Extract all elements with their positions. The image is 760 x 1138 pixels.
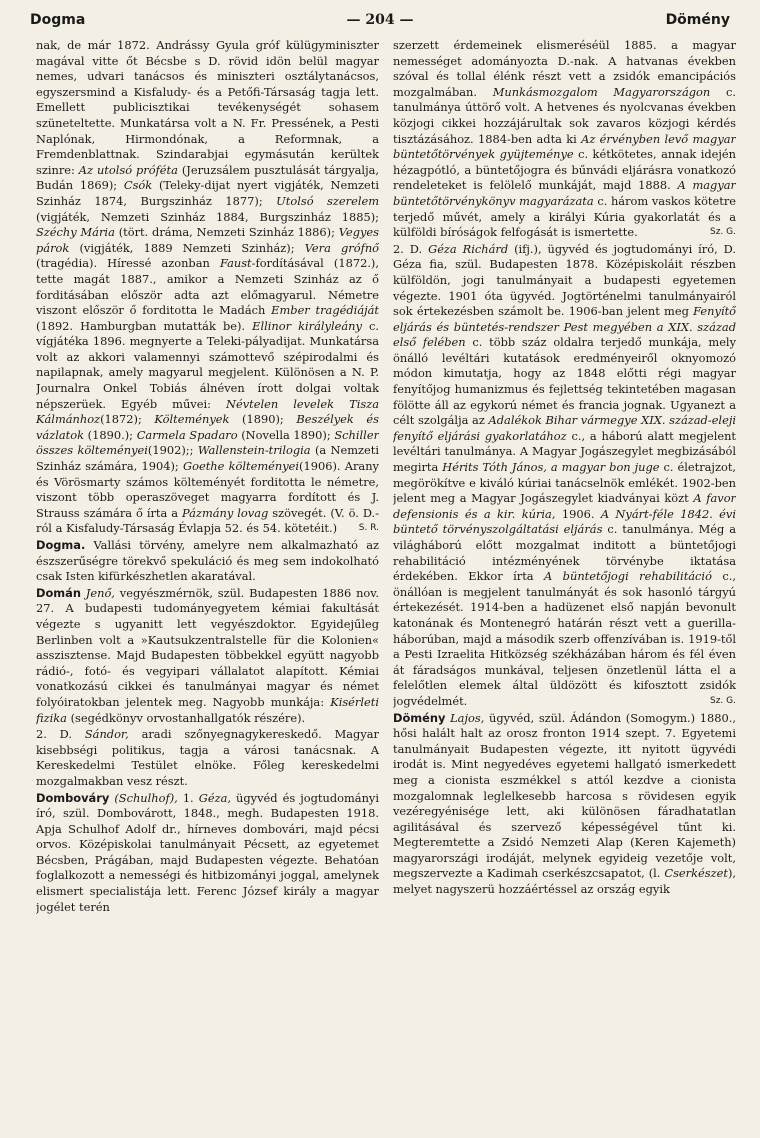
running-header [30,8,730,32]
headword: Dombováry [36,790,110,805]
headword: Dogma. [36,538,86,552]
header-right-keyword: Dömény [665,12,730,28]
headword: Dömény [393,710,446,725]
right-column [393,38,736,1132]
entry-dombovary: Dombováry (Schulhof), 1. Géza, ügyvéd és jogtudományi író, szül. Dombovárott, 1848., megh. Budapesten 1918. Apja Schulhof Adolf dr., hírneves dombovári, majd pécsi orvos. Középiskolai tanulmányait Pécsett, az egyetemet Bécsben, Prágában, majd Budapesten végezte. Behatóan foglalkozott a nemességi és hitbizományi joggal, amelynek elismert specialistája lett. Ferenc József király a magyar jogélet terén [36,790,379,914]
header-left-keyword: Dogma [30,12,86,28]
author-signature: S. R. [358,523,379,534]
page-number: — 204 — [346,12,414,28]
entry-doman-sandor: 2. D. Sándor, aradi szőnyegnagykereskedő. Magyar kisebbségi politikus, tagja a városi tanácsnak. A Kereskedelmi Testület elnöke. Főleg kereskedelmi mozgalmakban vesz részt. [36,727,379,788]
left-column [36,38,379,1132]
entry-continuation: nak, de már 1872. Andrássy Gyula gróf külügyminiszter magával vitte őt Bécsbe s D. rövid idön belül magyar nemes, udvari tanácsos és miniszteri osztálytanácsos, egyszersmind a Kisfaludy- és a Petőfi-Társaság tagja lett. Emellett publicisztikai tevékenységét sohasem szüneteltette. Munkatársa volt a N. Fr. Pressének, a Pesti Naplónak, Hirmondónak, a Reformnak, a Fremdenblattnak. Szindarabjai egymásután kerültek szinre: Az utolsó próféta (Jeruzsálem pusztulását tárgyalja, Budán 1869); Csók (Teleky-dijat nyert vigjáték, Nemzeti Szinház 1874, Burgszinház 1877); Utolsó szerelem (vigjáték, Nemzeti Szinház 1884, Burgszinház 1885); Széchy Mária (tört. dráma, Nemzeti Szinház 1886); Vegyes párok (vigjáték, 1889 Nemzeti Szinház); Vera grófnő (tragédia). Híressé azonban Faust-fordításával (1872.), tette magát 1887., amikor a Nemzeti Szinház az ő forditásában először adta azt előmagyarul. Németre viszont először ő forditotta le Madách Ember tragédiáját (1892. Hamburgban mutatták be). Ellinor királyleány c. vígjátéka 1896. megnyerte a Teleki-pályadijat. Munkatársa volt az akkori valamennyi számottevő szépirodalmi és napilapnak, amely magyarul megjelent. Különösen a N. P. Journalra Onkel Tobiás álnéven írott dolgai voltak népszerüek. Egyéb művei: Névtelen levelek Tisza Kálmánhoz(1872); Költemények (1890); Beszélyek és vázlatok (1890.); Carmela Spadaro (Novella 1890); Schiller összes költeményei(1902);; Wallenstein-trilogia (a Nemzeti Szinház számára, 1904); Goethe költeményei(1906). Arany és Vörösmarty számos költeményét forditotta le németre, viszont több operaszöveget magyarra fordított és J. Strauss számára ő írta a Pázmány lovag szövegét. (V. ö. D.-ról a Kisfaludy-Társaság Évlapja 52. és 54. kötetéit.) S. R. [36,38,379,536]
author-signature: Sz. G. [710,695,736,706]
headword: Domán [36,585,81,600]
author-signature: Sz. G. [710,227,736,238]
entry-doman: Domán Jenő, vegyészmérnök, szül. Budapesten 1886 nov. 27. A budapesti tudományegyetem kémiai fakultását végezte s ugyanitt lett vegyészdoktor. Egyidejűleg Berlinben volt a »Kautsukzentralstelle für die Kolonien« asszisztense. Majd Budapesten többekkel együtt nagyobb rádió-, fotó- és vegyipari vállalatot alapított. Kémiai vonatkozású cikkei és tanulmányai magyar és német folyóiratokban jelentek meg. Nagyobb munkája: Kisérleti fizika (segédkönyv orvostanhallgatók részére). [36,585,379,725]
entry-dogma: Dogma. Vallási törvény, amelyre nem alkalmazható az észszerűségre törekvő spekuláció és meg sem indokolható csak Isten kifürkészhetlen akaratával. [36,538,379,584]
entry-dombovary-geza-richard: 2. D. Géza Richárd (ifj.), ügyvéd és jogtudományi író, D. Géza fia, szül. Budapesten 1878. Középiskoláit részben külföldön, jogi tanulmányait a budapesti egyetemen végezte. 1901 óta ügyvéd. Jogtörténelmi tanulmányairól sok értekezésben számolt be. 1906-ban jelent meg Fenyítő eljárás és büntetés-rendszer Pest megyében a XIX. század első felében c. több száz oldalra terjedő munkája, mely önálló levéltári kutatások eredményeiről oknyomozó módon kimutatja, hogy az 1848 előtti régi magyar fenyítőjog humanizmus és fejlettség tekintetében magasan fölötte áll az egykorú német és francia jognak. Ugyanezt a célt szolgálja az Adalékok Bihar vármegye XIX. század-eleji fenyítő eljárási gyakorlatához c., a háború alatt megjelent levéltári tanulmánya. A Magyar Jogászegylet megbizásából megirta Hérits Tóth János, a magyar bon juge c. életrajzot, megörökítve e kiváló kúriai tanácselnök emlékét. 1902-ben jelent meg a Magyar Jogászegylet kiadványai közt A favor defensionis és a kir. kúria, 1906. A Nyárt-féle 1842. évi büntető törvényszolgáltatási eljárás c. tanulmánya. Még a világháború előtt mozgalmat inditott a büntetőjogi rehabilitáció intézményének törvénybe iktatása érdekében. Ekkor írta A büntetőjogi rehabilitáció c., önállóan is megjelent tanulmányát és sok hasonló tárgyú értekezését. 1914-ben a hadüzenet első napján bevonult katonának és Montenegró határán részt vett a guerilla-háborúban, majd a második szerb offenzívában is. 1919-től a Pesti Izraelita Hitközség székházában három és fél éven át fáradságos munkával, teljesen önzetlenül látta el a felelőtlen elemek által üldözött és kifosztott zsidók jogvédelmét. Sz. G. [393,241,736,708]
entry-domeny: Dömény Lajos, ügyvéd, szül. Ádándon (Somogym.) 1880., hősi halált halt az orosz fronton 1914 szept. 7. Egyetemi tanulmányait Budapesten végezte, itt nyitott ügyvédi irodát is. Mint negyedéves egyetemi hallgató ismerkedett meg a cionista eszmékkel s attól kezdve a cionista mozgalomnak leglelkesebb harcosa s rövidesen egyik vezéregyénisége lett, aki különösen fáradhatatlan agilitásával és szervező képességével tűnt ki. Megteremtette a Zsidó Nemzeti Alap (Keren Kajemeth) magyarországi irodáját, melynek egyideig vezetője volt, megszervezte a Kadimah cserkészcsapatot, (l. Cserkészet), melyet nagyszerü hozzáértéssel az ország egyik [393,710,736,897]
entry-continuation: szerzett érdemeinek elismeréséül 1885. a magyar nemességet adományozta D.-nak. A hatvanas években szóval és tollal élénk részt vett a zsidók emancipációs mozgalmában. Munkásmozgalom Magyarországon c. tanulmánya úttörő volt. A hetvenes és nyolcvanas években közjogi cikkei hozzájárultak sok zavaros közjogi kérdés tisztázásához. 1884-ben adta ki Az érvényben levő magyar büntetőtörvények gyüjteménye c. kétkötetes, annak idején hézagpótló, a büntetőjogra és bűnvádi eljárásra vonatkozó rendeleteket is felölelő munkáját, majd 1888. A magyar büntetőtörvénykönyv magyarázata c. három vaskos kötetre terjedő művét, amely a királyi Kúria gyakorlatát és a külföldi bíróságok felfogását is ismertette. Sz. G. [393,38,736,240]
text-columns [36,38,736,1132]
